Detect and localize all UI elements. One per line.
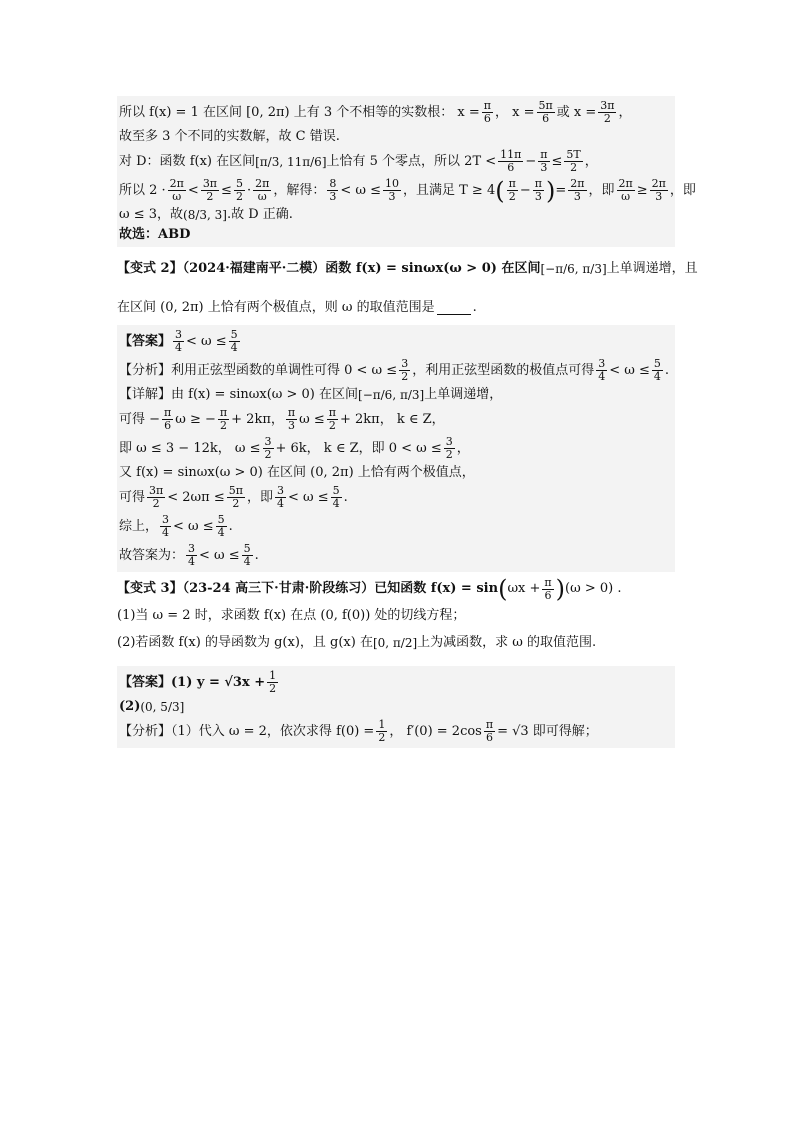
variant-3-subquestion-1 [117, 606, 675, 626]
variant-3-subquestion-2 [117, 626, 675, 660]
denominator: 4 [332, 497, 340, 510]
numerator: π [485, 718, 494, 731]
numerator: 5T [566, 148, 581, 161]
denominator: 3 [534, 190, 542, 203]
fraction [327, 407, 338, 432]
denominator: 4 [276, 497, 284, 510]
numerator: 3π [149, 484, 164, 497]
numerator: 5 [243, 542, 251, 555]
denominator: 2 [235, 190, 243, 203]
text: + 6k， k ∈ Z，即 0 < ω ≤ [275, 440, 442, 456]
text: 所以 2 · [119, 182, 166, 198]
text: · [246, 182, 252, 198]
denominator: ω [172, 190, 182, 203]
solution-continuation-block [117, 96, 696, 247]
text: = √3 即可得解； [497, 723, 598, 739]
fraction [617, 178, 635, 203]
denominator: 3 [287, 419, 295, 432]
analysis-line [119, 356, 675, 385]
fraction [253, 178, 271, 203]
answer-line [119, 697, 675, 717]
fraction [286, 407, 297, 432]
text: < ω ≤ [609, 362, 650, 378]
text: 上单调递增， [424, 387, 503, 402]
text: < ω ≤ [340, 182, 381, 198]
fraction [216, 514, 227, 539]
numerator: π [540, 148, 548, 161]
numerator: 8 [329, 177, 337, 190]
denominator: ω [621, 190, 631, 203]
interval: [π/3, 11π/6] [255, 154, 327, 169]
denominator: 3 [540, 161, 548, 174]
analysis-line [119, 717, 675, 746]
interval: [−π/6, π/3] [358, 388, 425, 402]
denominator: 6 [542, 112, 550, 125]
denominator: 2 [570, 161, 578, 174]
numerator: 3 [264, 435, 272, 448]
denominator: 6 [483, 112, 491, 125]
numerator: 3 [175, 328, 183, 341]
denominator: 2 [508, 190, 516, 203]
numerator: 3π [202, 177, 218, 190]
numerator: 3 [445, 435, 453, 448]
variant-2-answer-block [117, 325, 675, 572]
text: 上为减函数，求 ω 的取值范围. [417, 635, 597, 650]
text-line [119, 98, 675, 127]
text: ，且满足 T ≥ 4 [403, 182, 496, 198]
variant-2-question [117, 247, 698, 291]
text: − [519, 182, 531, 198]
fraction [652, 358, 663, 383]
fraction [186, 543, 197, 568]
denominator: 2 [206, 190, 214, 203]
denominator: 2 [401, 370, 409, 383]
denominator: 2 [152, 497, 160, 510]
denominator: 4 [230, 341, 238, 354]
paren-close: ) [545, 176, 556, 205]
numerator: 1 [378, 718, 386, 731]
numerator: 5π [228, 484, 243, 497]
denominator: 4 [188, 555, 196, 568]
text: 所以 f(x) = 1 在区间 [0, 2π) 上有 3 个不相等的实数根： x = [119, 104, 480, 120]
denominator: 3 [573, 190, 581, 203]
text: .故 D 正确. [226, 207, 293, 222]
numerator: 11π [500, 148, 522, 161]
numerator: 2π [651, 177, 666, 190]
text: 【答案】 [119, 333, 172, 349]
numerator: 3 [276, 484, 284, 497]
numerator: 5 [653, 357, 661, 370]
interval: [0, π/2] [372, 636, 418, 650]
detail-line [119, 541, 675, 570]
fraction [162, 407, 173, 432]
interval: (0, 5/3] [140, 700, 185, 714]
numerator: 3 [598, 357, 606, 370]
text: 综上， [119, 518, 159, 534]
text: < ω ≤ [287, 489, 329, 505]
text: 可得 [119, 489, 146, 505]
numerator: 5 [235, 177, 243, 190]
text: 【变式 2】（2024·福建南平·二模）函数 f(x) = sinωx(ω > 0) 在区间 [117, 261, 541, 276]
text: . [254, 547, 259, 563]
text: 又 f(x) = sinωx(ω > 0) 在区间 (0, 2π) 上恰有两个极值点， [119, 465, 475, 480]
fraction [218, 407, 229, 432]
numerator: 3 [188, 542, 196, 555]
text: . [472, 300, 477, 315]
text: < [187, 182, 199, 198]
text: 上单调递增，且 [606, 261, 698, 276]
numerator: 3π [600, 99, 615, 112]
denominator: 2 [445, 448, 453, 461]
text: ωx + [507, 581, 541, 596]
text: 在区间 (0, 2π) 上恰有两个极值点，则 ω 的取值范围是 [117, 300, 435, 315]
denominator: 2 [220, 419, 228, 432]
text: ，解得： [273, 182, 326, 198]
denominator: 2 [264, 448, 272, 461]
text: ，即 [669, 182, 696, 198]
fraction [376, 719, 387, 744]
text-line [119, 225, 675, 245]
text: 上恰有 5 个零点，所以 2T < [326, 153, 497, 169]
numerator: 1 [269, 669, 277, 682]
text: ω ≥ − [175, 411, 216, 427]
text: ≤ [551, 153, 563, 169]
text: = [555, 182, 567, 198]
text: (ω > 0) . [565, 581, 622, 596]
numerator: 2π [618, 177, 633, 190]
denominator: 6 [507, 161, 515, 174]
numerator: π [544, 575, 552, 589]
text: + 2kπ， k ∈ Z， [339, 411, 445, 427]
text: 即 ω ≤ 3 − 12k， ω ≤ [119, 440, 261, 456]
paren-close: ) [555, 575, 566, 603]
fraction [263, 436, 274, 461]
text: 【详解】由 f(x) = sinωx(ω > 0) 在区间 [119, 387, 359, 402]
text: ， f′(0) = 2cos [389, 723, 482, 739]
fraction [498, 149, 523, 174]
denominator: 4 [162, 526, 170, 539]
denominator: 6 [544, 588, 552, 602]
paren-open: ( [498, 575, 508, 603]
numerator: π [508, 177, 516, 190]
document-page [117, 96, 698, 748]
numerator: π [483, 99, 491, 112]
fraction [399, 358, 410, 383]
denominator: 6 [164, 419, 172, 432]
text: ，即 [588, 182, 615, 198]
denominator: 3 [655, 190, 663, 203]
numerator: 5 [332, 484, 340, 497]
fraction [327, 178, 338, 203]
fraction [533, 178, 544, 203]
text: . [228, 518, 233, 534]
fraction [147, 485, 165, 510]
text: 对 D：函数 f(x) 在区间 [119, 153, 256, 169]
interval: (8/3, 3] [183, 208, 227, 222]
text: 故选：ABD [119, 227, 191, 242]
denominator: 4 [653, 370, 661, 383]
fraction [242, 543, 253, 568]
denominator: ω [257, 190, 267, 203]
text: < ω ≤ [199, 547, 240, 563]
answer-line [119, 668, 675, 697]
numerator: π [534, 177, 542, 190]
fraction [537, 100, 555, 125]
text: 【答案】(1) y = √3x + [119, 674, 266, 690]
text: (2)若函数 f(x) 的导函数为 g(x)，且 g(x) 在 [117, 635, 373, 650]
answer-blank [437, 302, 471, 315]
numerator: π [328, 406, 336, 419]
numerator: 2π [255, 177, 270, 190]
numerator: π [219, 406, 228, 419]
text-line [119, 176, 696, 205]
text: ω ≤ [299, 411, 325, 427]
numerator: π [164, 406, 172, 419]
denominator: 2 [328, 419, 336, 432]
fraction [598, 100, 616, 125]
answer-line [119, 327, 675, 356]
text: 故答案为： [119, 547, 185, 563]
text: (2) [119, 699, 141, 714]
denominator: 4 [243, 555, 251, 568]
numerator: 10 [385, 177, 399, 190]
numerator: 2π [570, 177, 585, 190]
text: < 2ωπ ≤ [167, 489, 225, 505]
denominator: 4 [598, 370, 606, 383]
text: ω ≤ 3，故 [119, 207, 184, 222]
denominator: 2 [232, 497, 240, 510]
detail-line [119, 463, 675, 483]
text: − [525, 153, 537, 169]
denominator: 2 [269, 682, 277, 695]
text: . [343, 489, 348, 505]
text: ≥ [636, 182, 648, 198]
text: . [664, 362, 669, 378]
numerator: 5 [230, 328, 238, 341]
denominator: 2 [378, 731, 386, 744]
fraction [650, 178, 668, 203]
interval: [−π/6, π/3] [540, 262, 607, 276]
numerator: π [287, 406, 296, 419]
text: 故至多 3 个不同的实数解，故 C 错误. [119, 129, 340, 144]
text: ≤ [221, 182, 232, 198]
fraction [383, 178, 401, 203]
paren-open: ( [495, 176, 505, 205]
text-line [119, 147, 675, 176]
fraction [201, 178, 219, 203]
detail-line [119, 483, 675, 512]
fraction [173, 329, 184, 354]
text: ， [618, 104, 632, 120]
text: 可得 − [119, 411, 161, 427]
fraction [227, 485, 245, 510]
fraction [168, 178, 186, 203]
fraction [542, 577, 553, 602]
denominator: 4 [175, 341, 183, 354]
fraction [484, 719, 495, 744]
text: ， [584, 153, 598, 169]
text: 或 x = [556, 104, 597, 120]
detail-line [119, 385, 675, 405]
fraction [596, 358, 607, 383]
denominator: 6 [485, 731, 493, 744]
text: 【分析】（1）代入 ω = 2，依次求得 f(0) = [119, 723, 375, 739]
text: 【分析】利用正弦型函数的单调性可得 0 < ω ≤ [119, 362, 398, 378]
fraction [331, 485, 342, 510]
variant-2-question-cont [117, 291, 675, 325]
numerator: 2π [169, 177, 184, 190]
text: ，即 [246, 489, 273, 505]
denominator: 3 [388, 190, 396, 203]
detail-line [119, 434, 675, 463]
text: (1)当 ω = 2 时，求函数 f(x) 在点 (0, f(0)) 处的切线方程； [117, 608, 466, 623]
numerator: 3 [401, 357, 409, 370]
fraction [482, 100, 493, 125]
detail-line [119, 405, 675, 434]
fraction [538, 149, 549, 174]
fraction [507, 178, 518, 203]
fraction [444, 436, 455, 461]
fraction [267, 670, 278, 695]
variant-3-question [117, 572, 675, 606]
denominator: 4 [217, 526, 225, 539]
fraction [229, 329, 240, 354]
denominator: 3 [329, 190, 337, 203]
detail-line [119, 512, 675, 541]
text: 【变式 3】（23-24 高三下·甘肃·阶段练习）已知函数 f(x) = sin [117, 581, 499, 596]
fraction [234, 178, 245, 203]
numerator: 5 [217, 513, 225, 526]
fraction [275, 485, 286, 510]
text-line [119, 205, 675, 225]
variant-3-answer-block [117, 666, 675, 748]
fraction [160, 514, 171, 539]
text: < ω ≤ [186, 333, 227, 349]
numerator: 3 [162, 513, 170, 526]
text: + 2kπ， [231, 411, 284, 427]
denominator: 2 [603, 112, 611, 125]
numerator: 5π [538, 99, 553, 112]
text: ， [456, 440, 470, 456]
fraction [568, 178, 586, 203]
fraction [564, 149, 582, 174]
text: < ω ≤ [173, 518, 214, 534]
text: ， x = [495, 104, 535, 120]
text-line [119, 127, 675, 147]
text: ，利用正弦型函数的极值点可得 [412, 362, 595, 378]
